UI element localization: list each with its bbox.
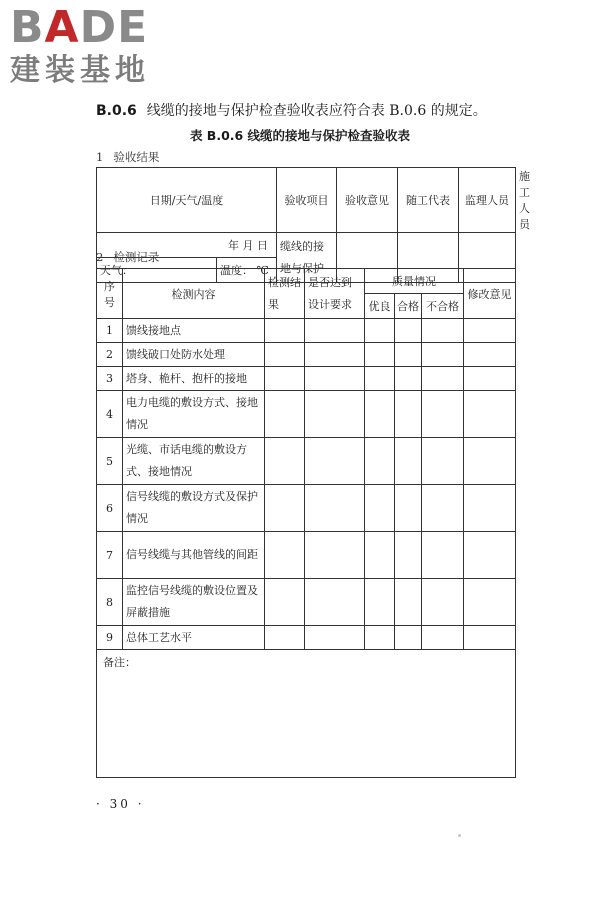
table-row <box>97 579 516 626</box>
inspection-rows <box>97 319 516 650</box>
date-cell: 年 月 日 <box>97 233 277 258</box>
unqualified-cell <box>422 438 464 485</box>
unqualified-cell <box>422 532 464 579</box>
row-number: 8 <box>97 579 123 626</box>
header-date-weather-temp: 日期/天气/温度 <box>97 168 277 233</box>
meets-cell <box>305 391 365 438</box>
clause-heading <box>96 101 487 121</box>
section-number: 2 <box>96 250 104 264</box>
acceptance-item: 缆线的接地与保护 <box>277 233 337 283</box>
row-content: 馈线破口处防水处理 <box>123 343 265 367</box>
header-rectify: 修改意见 <box>464 269 516 319</box>
qualified-cell <box>395 343 422 367</box>
row-content: 信号线缆与其他管线的间距 <box>123 532 265 579</box>
header-qualified: 合格 <box>395 294 422 319</box>
row-number: 3 <box>97 367 123 391</box>
result-cell <box>265 343 305 367</box>
logo-wordmark <box>10 4 175 52</box>
result-cell <box>265 532 305 579</box>
result-cell <box>265 485 305 532</box>
unqualified-cell <box>422 391 464 438</box>
rectify-cell <box>464 485 516 532</box>
unqualified-cell <box>422 579 464 626</box>
row-number: 7 <box>97 532 123 579</box>
row-number: 4 <box>97 391 123 438</box>
excellent-cell <box>365 391 395 438</box>
meets-cell <box>305 343 365 367</box>
meets-cell <box>305 626 365 650</box>
excellent-cell <box>365 343 395 367</box>
rectify-cell <box>464 343 516 367</box>
table-row <box>97 319 516 343</box>
qualified-cell <box>395 485 422 532</box>
result-cell <box>265 438 305 485</box>
result-cell <box>265 319 305 343</box>
row-number: 6 <box>97 485 123 532</box>
excellent-cell <box>365 319 395 343</box>
clause-number: B.0.6 <box>96 103 137 119</box>
excellent-cell <box>365 626 395 650</box>
qualified-cell <box>395 319 422 343</box>
qualified-cell <box>395 626 422 650</box>
page-number: · 30 · <box>96 797 145 811</box>
meets-cell <box>305 485 365 532</box>
excellent-cell <box>365 438 395 485</box>
header-excellent: 优良 <box>365 294 395 319</box>
qualified-cell <box>395 367 422 391</box>
meets-cell <box>305 319 365 343</box>
section-number: 1 <box>96 150 104 164</box>
unqualified-cell <box>422 343 464 367</box>
header-content: 检测内容 <box>123 269 265 319</box>
result-cell <box>265 626 305 650</box>
header-unqualified: 不合格 <box>422 294 464 319</box>
unqualified-cell <box>422 485 464 532</box>
excellent-cell <box>365 579 395 626</box>
qualified-cell <box>395 532 422 579</box>
notes-cell <box>97 650 516 778</box>
table-row <box>97 367 516 391</box>
rectify-cell <box>464 367 516 391</box>
header-result: 检测结果 <box>265 269 305 319</box>
row-content: 总体工艺水平 <box>123 626 265 650</box>
row-number: 2 <box>97 343 123 367</box>
section-inspection-heading <box>96 249 169 265</box>
header-rep: 随工代表 <box>398 168 459 233</box>
section-title: 验收结果 <box>113 150 160 164</box>
unqualified-cell <box>422 319 464 343</box>
meets-cell <box>305 438 365 485</box>
table-row <box>97 438 516 485</box>
unqualified-cell <box>422 626 464 650</box>
result-cell <box>265 579 305 626</box>
meets-cell <box>305 532 365 579</box>
header-supervisor: 监理人员 <box>459 168 516 233</box>
header-meets-design: 是否达到设计要求 <box>305 269 365 319</box>
temperature-cell: 温度： ℃ <box>217 258 277 283</box>
section-title: 检测记录 <box>113 250 160 264</box>
row-number: 1 <box>97 319 123 343</box>
notes-label: 备注： <box>103 656 136 669</box>
excellent-cell <box>365 532 395 579</box>
row-content: 监控信号线缆的敷设位置及屏蔽措施 <box>123 579 265 626</box>
acceptance-table: 日期/天气/温度 验收项目 验收意见 随工代表 监理人员 施工人员 年 月 日 缆线的接地与保护 天气： 温度： ℃ <box>96 167 516 283</box>
header-seq: 序号 <box>97 269 123 319</box>
row-content: 光缆、市话电缆的敷设方式、接地情况 <box>123 438 265 485</box>
row-number: 9 <box>97 626 123 650</box>
bade-logo <box>10 4 175 88</box>
rectify-cell <box>464 319 516 343</box>
rectify-cell <box>464 579 516 626</box>
meets-cell <box>305 579 365 626</box>
table-row <box>97 343 516 367</box>
row-content: 电力电缆的敷设方式、接地情况 <box>123 391 265 438</box>
scan-speck <box>458 834 461 837</box>
unqualified-cell <box>422 367 464 391</box>
meets-cell <box>305 367 365 391</box>
inspection-table <box>96 268 516 778</box>
result-cell <box>265 367 305 391</box>
rectify-cell <box>464 532 516 579</box>
table-row <box>97 626 516 650</box>
weather-cell: 天气： <box>97 258 217 283</box>
header-quality: 质量情况 <box>365 269 464 294</box>
row-number: 5 <box>97 438 123 485</box>
table-row <box>97 532 516 579</box>
table-row <box>97 485 516 532</box>
excellent-cell <box>365 367 395 391</box>
logo-subtitle: 建装基地 <box>10 53 150 88</box>
row-content: 信号线缆的敷设方式及保护情况 <box>123 485 265 532</box>
section-acceptance-heading <box>96 149 169 165</box>
header-item: 验收项目 <box>277 168 337 233</box>
result-cell <box>265 391 305 438</box>
table-caption: 表 B.0.6 线缆的接地与保护检查验收表 <box>189 128 411 143</box>
qualified-cell <box>395 579 422 626</box>
rectify-cell <box>464 438 516 485</box>
row-content: 塔身、桅杆、抱杆的接地 <box>123 367 265 391</box>
excellent-cell <box>365 485 395 532</box>
table-row <box>97 391 516 438</box>
rectify-cell <box>464 391 516 438</box>
qualified-cell <box>395 438 422 485</box>
header-opinion: 验收意见 <box>337 168 398 233</box>
row-content: 馈线接地点 <box>123 319 265 343</box>
logo-letters: DE <box>79 2 149 53</box>
clause-text: 线缆的接地与保护检查验收表应符合表 B.0.6 的规定。 <box>146 103 487 119</box>
logo-accent-letter: A <box>44 2 80 53</box>
logo-letter: B <box>10 2 45 53</box>
qualified-cell <box>395 391 422 438</box>
rectify-cell <box>464 626 516 650</box>
